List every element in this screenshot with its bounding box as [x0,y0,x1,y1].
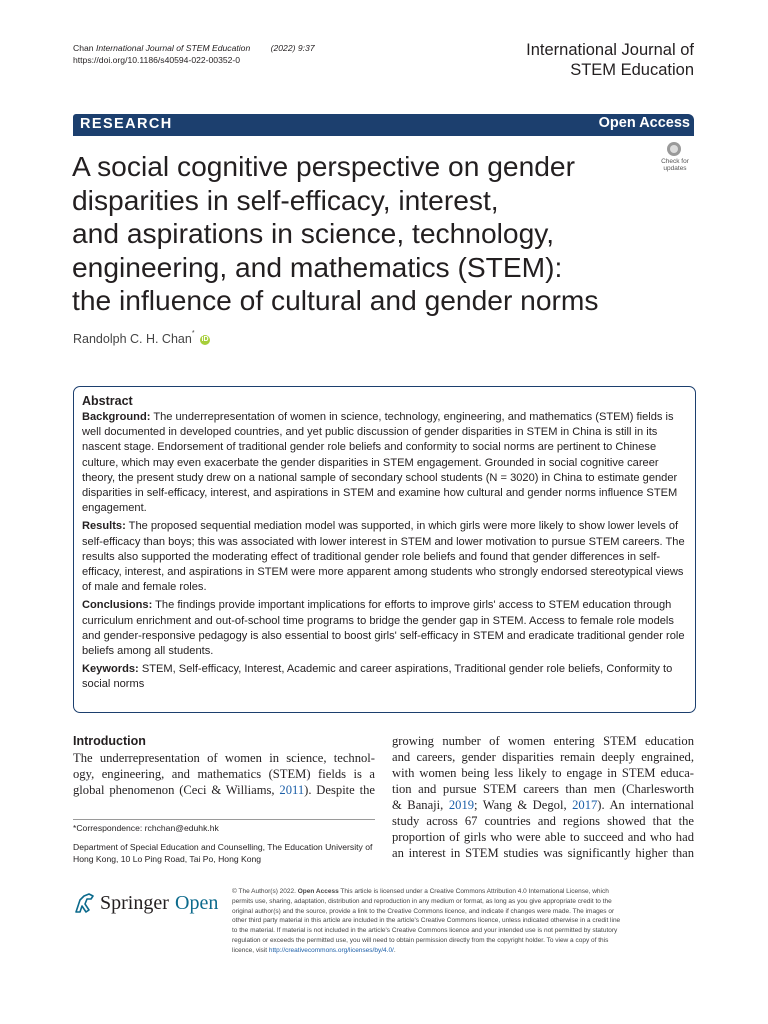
abstract-heading: Abstract [82,394,133,408]
correspondence-note: *Correspondence: rchchan@eduhk.hk [73,823,219,833]
title-line: the influence of cultural and gender norms [72,284,599,317]
license-line: to the material. If material is not included in the article's Creative Commons licence and your intended use is not permitted by statutory [232,927,618,935]
text-line [392,797,694,813]
check-updates-line1: Check for [661,158,689,165]
doi-link[interactable]: https://doi.org/10.1186/s40594-022-00352-0 [73,55,241,65]
publisher-logo [72,890,217,920]
citation-journal: International Journal of STEM Education [95,43,251,53]
check-for-updates-button[interactable] [656,142,694,180]
check-updates-icon [667,142,681,156]
article-type-banner [73,114,694,136]
text-line: ogy, engineering, and mathematics (STEM) fields is a [73,767,375,781]
license-line: regulation or exceeds the permitted use, you will need to obtain permission directly from the copyright holder. To view a copy of this [232,936,609,944]
conclusions-label: Conclusions: [82,599,153,612]
text-line: tion and pursue STEM careers than men (Charlesworth [392,782,694,796]
footnote-divider [73,819,375,820]
results-text: The proposed sequential mediation model was supported, in which girls were more likely to show lower levels of self-efficacy than boys; this was associated with lower interest in STEM and lower motivation to pursue STEM careers. The results also supported the moderating effect of traditional gender role beliefs and found that gender differences in self-efficacy, interest, and aspirations in STEM were more apparent among students who strongly endorsed stereotypical views of male and female roles. [82,520,685,594]
title-line: A social cognitive perspective on gender [72,150,575,182]
affiliation-note: Department of Special Education and Counselling, The Education University of Hong Kong, 10 Lo Ping Road, Tai Po, Hong Kong [73,842,373,864]
license-line [232,946,694,956]
license-text [232,887,694,956]
journal-name [526,40,694,80]
license-line: other third party material in this article are included in the article's Creative Commons licence, unless indicated otherwise in a credit line [232,917,621,925]
text-line: growing number of women entering STEM education [392,734,694,748]
text-line: study across 67 countries and regions showed that the [392,814,694,828]
text-segment: © The Author(s) 2022. [232,888,298,895]
text-line: with women being less likely to engage in STEM educa- [392,766,694,780]
title-line: engineering, and mathematics (STEM): [72,250,563,283]
license-line: permits use, sharing, adaptation, distribution and reproduction in any medium or format, as long as you give appropriate credit to the [232,897,612,905]
text-line: proportion of girls who were able to succeed and who had [392,830,694,844]
author-name[interactable]: Randolph C. H. Chan [73,332,192,346]
text-segment: global phenomenon (Ceci & Williams, [73,783,280,797]
keywords-text: STEM, Self-efficacy, Interest, Academic and career aspirations, Traditional gender role beliefs, Conformity to social norms [82,663,673,691]
license-url-link[interactable]: http://creativecommons.org/licenses/by/4.0/ [268,946,394,954]
abstract-background [82,410,687,516]
text-line: The underrepresentation of women in science, technol- [73,751,375,765]
text-segment: ). An international [597,798,694,812]
text-segment: This article is licensed under a Creative Commons Attribution 4.0 International License, which [338,888,609,895]
abstract-keywords [82,662,687,692]
background-text: The underrepresentation of women in science, technology, engineering, and mathematics (STEM) fields is well documented in developed countries, and yet public discussion of gender disparities in STEM in China is still in its nascent stage. Endorsement of traditional gender role beliefs and conformity to social norms are pertinent to Chinese culture, which may even exacerbate the gender disparities in STEM engagement. Grounded in social cognitive career theory, the present study drew on a national sample of secondary school students (N = 3020) in China to estimate gender disparities in self-efficacy, interest, and aspirations in STEM and examine how cultural and gender norms influence STEM engagement. [82,411,678,515]
right-column-text [392,733,694,861]
citation-volume: (2022) 9:37 [270,43,315,53]
results-label: Results: [82,520,126,533]
text-line [73,782,375,798]
citation-author: Chan [73,43,94,53]
citation-link[interactable]: 2011 [279,783,305,797]
citation-header [73,42,315,66]
citation-link[interactable]: 2019 [448,798,475,812]
conclusions-text: The findings provide important implications for efforts to improve girls' access to STEM education through curriculum enrichment and out-of-school time programs to bridge the gender gap in STEM. Access to female role models and gender-responsive pedagogy is also essential to boost girls' self-efficacy in STEM and eradicate traditional gender role beliefs among all students. [82,599,685,658]
title-line: and aspirations in science, technology, [72,217,555,250]
title-line: disparities in self-efficacy, interest, [72,183,499,216]
left-column-text [73,750,375,798]
check-updates-line2: updates [663,165,687,172]
springer-horse-icon [72,890,98,916]
keywords-label: Keywords: [82,663,139,676]
abstract-results [82,519,687,595]
license-line [232,887,694,897]
introduction-heading: Introduction [73,734,146,748]
text-segment: licence, visit [232,946,269,954]
open-access-label: Open Access [598,115,690,131]
text-line: an interest in STEM studies was significantly higher than [392,846,694,860]
journal-name-line1: International Journal of [526,41,694,59]
abstract-box [73,386,696,713]
author-line [73,332,210,346]
journal-name-line2: STEM Education [570,61,694,79]
abstract-conclusions [82,598,687,659]
text-segment: & Banaji, [392,798,449,812]
article-title [72,150,642,318]
text-segment: . [393,946,396,954]
text-line: and careers, gender disparities remain deeply engrained, [392,750,694,764]
background-label: Background: [82,411,151,423]
open-access-bold: Open Access [297,888,339,895]
publisher-suffix: Open [175,892,219,914]
text-segment: ; Wang & Degol, [474,798,573,812]
license-line: original author(s) and the source, provide a link to the Creative Commons licence, and indicate if changes were made. The images or [232,907,615,915]
article-type-label: RESEARCH [80,116,173,132]
correspondence-mark: * [191,330,195,337]
publisher-name: Springer [100,892,169,914]
text-segment: ). Despite the [304,783,375,797]
citation-link[interactable]: 2017 [572,798,598,812]
orcid-icon[interactable]: iD [201,335,209,343]
